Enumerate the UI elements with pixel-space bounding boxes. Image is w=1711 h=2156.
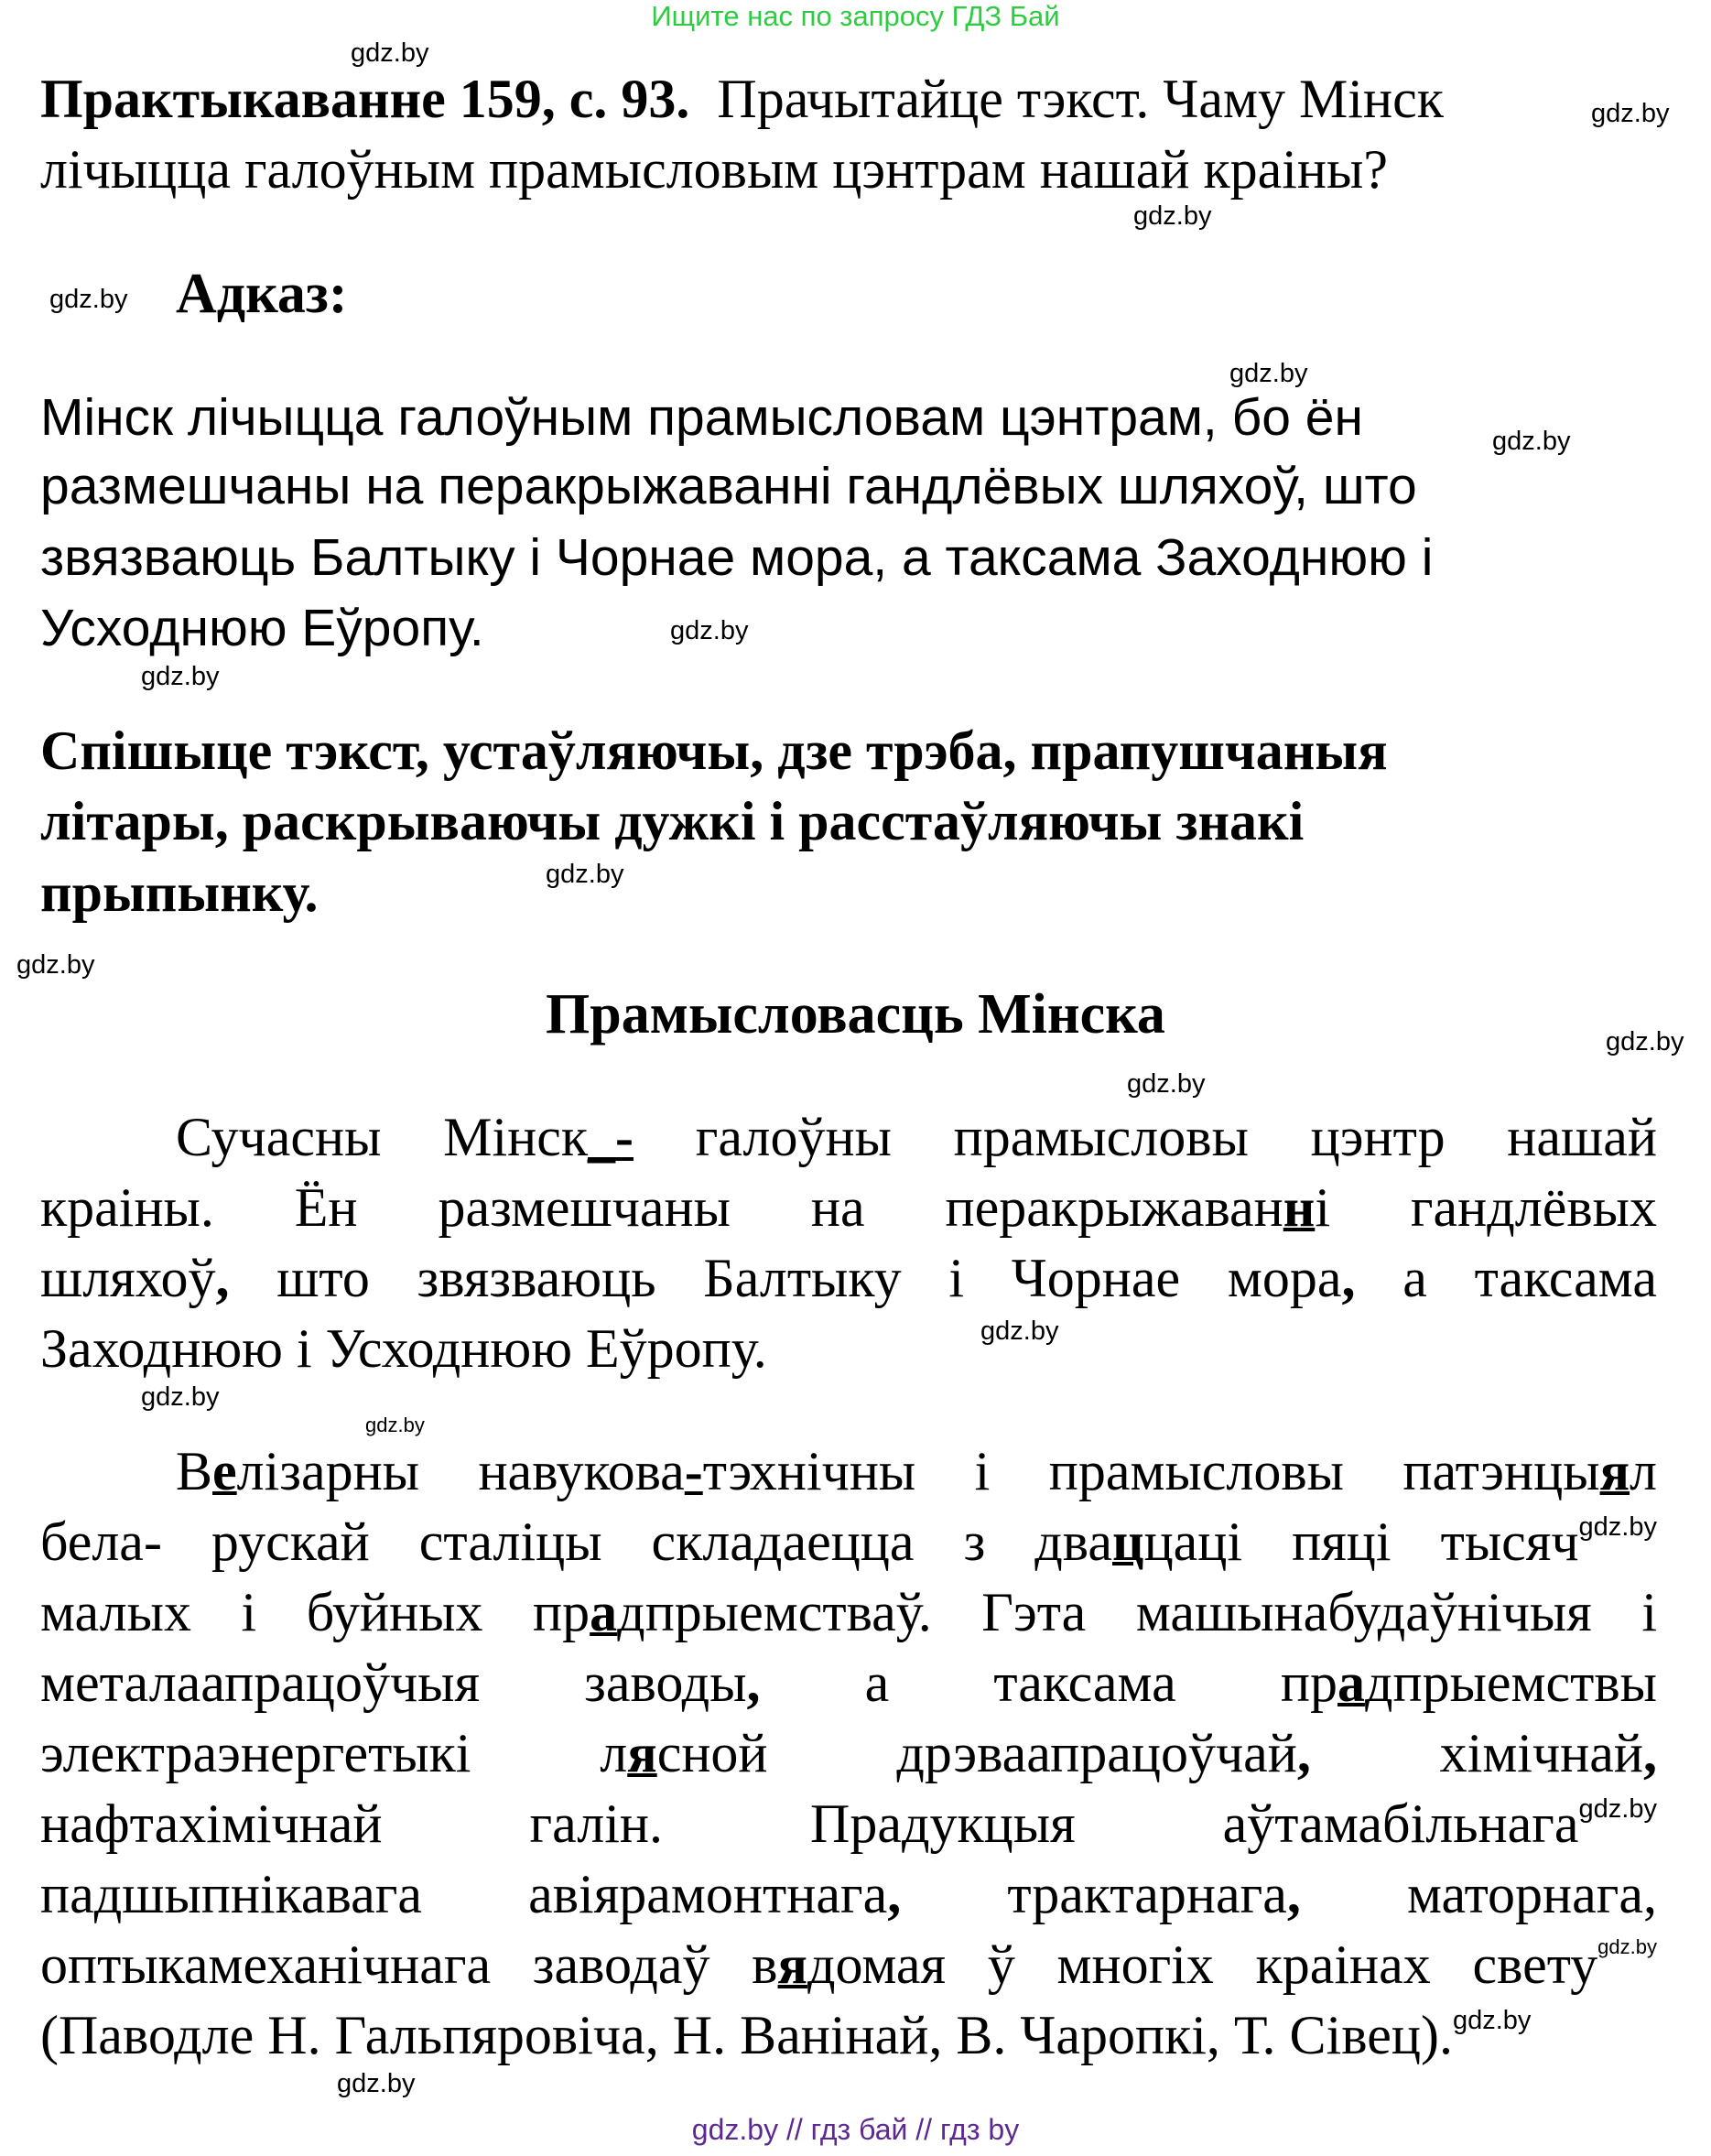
text-segment: тэхнічны і прамысловы патэнцы <box>702 1441 1600 1501</box>
text-segment: В <box>176 1441 213 1501</box>
watermark: gdz.by <box>1492 427 1571 456</box>
question-text-2: лічыцца галоўным прамысловым цэнтрам нашай краіны? <box>40 139 1388 200</box>
corrected-letter: е <box>212 1441 237 1501</box>
text-segment: малых і буйных пр <box>40 1582 590 1642</box>
corrected-letter: а <box>1337 1652 1365 1713</box>
corrected-letter: _- <box>588 1107 634 1167</box>
text-segment: падшыпнікавага авіярамонтнага <box>40 1864 888 1924</box>
text-line <box>176 1441 1657 1501</box>
exercise-question-line-1 <box>40 69 1657 129</box>
text-line <box>40 1652 1657 1713</box>
text-segment: трактарнага <box>901 1864 1287 1924</box>
corrected-letter: я <box>777 1934 807 1995</box>
watermark: gdz.by <box>1606 1027 1684 1056</box>
text-segment: хімічнай <box>1310 1723 1643 1783</box>
text-line <box>40 1511 1657 1572</box>
text-segment: і гандлёвых <box>1315 1177 1657 1238</box>
watermark: gdz.by <box>1127 1069 1206 1099</box>
watermark: gdz.by <box>670 616 749 645</box>
text-line <box>40 1177 1657 1238</box>
text-segment: оптыкамеханічнага заводаў в <box>40 1934 778 1995</box>
text-segment: краіны. Ён размешчаны на перакрыжаван <box>40 1177 1283 1238</box>
corrected-letter: , <box>746 1652 761 1713</box>
answer-heading: Адказ: <box>176 263 348 325</box>
corrected-letter: ц <box>1111 1511 1144 1572</box>
text-segment: электраэнергетыкі л <box>40 1723 628 1783</box>
watermark: gdz.by <box>1133 201 1212 231</box>
answer-line: звязваюць Балтыку і Чорнае мора, а таксама Заходнюю і <box>40 528 1434 587</box>
watermark: gdz.by <box>1597 1935 1657 1958</box>
text-segment: металаапрацоўчыя заводы <box>40 1652 747 1713</box>
text-segment: Сучасны Мінск <box>176 1107 589 1167</box>
text-line <box>40 1864 1658 1924</box>
corrected-letter: а <box>590 1582 618 1642</box>
watermark: gdz.by <box>1578 1512 1657 1542</box>
text-segment: домая ў многіх краінах свету <box>807 1934 1598 1995</box>
text-line <box>40 1793 1657 1854</box>
text-line <box>40 1248 1657 1308</box>
watermark: gdz.by <box>365 1414 425 1436</box>
corrected-letter: - <box>684 1441 703 1501</box>
text-segment: цаці пяці тысяч <box>1143 1511 1579 1572</box>
text-segment: л <box>1630 1441 1657 1501</box>
answer-line: Усходнюю Еўропу. <box>40 599 484 657</box>
text-segment: Заходнюю і Усходнюю Еўропу. <box>40 1318 767 1379</box>
watermark: gdz.by <box>1578 1794 1657 1824</box>
text-line <box>40 1723 1657 1783</box>
question-text-1: Прачытайце тэкст. Чаму Мінск <box>717 69 1444 129</box>
text-segment: нафтахімічнай галін. Прадукцыя аўтамабільнага <box>40 1793 1579 1854</box>
watermark: gdz.by <box>351 38 429 68</box>
answer-line: Мінск лічыцца галоўным прамысловам цэнтрам, бо ён <box>40 388 1363 447</box>
text-segment: сной дрэваапрацоўчай <box>656 1723 1297 1783</box>
task-line: Спішыце тэкст, устаўляючы, дзе трэба, прапушчаныя <box>40 720 1388 781</box>
text-segment: дпрыемствы <box>1364 1652 1657 1713</box>
watermark: gdz.by <box>337 2069 416 2098</box>
task-line: прыпынку. <box>40 862 319 923</box>
corrected-letter: я <box>1599 1441 1630 1501</box>
text-segment: галоўны прамысловы цэнтр нашай <box>634 1107 1657 1167</box>
corrected-letter: , <box>1286 1864 1301 1924</box>
text-segment: дпрыемстваў. Гэта машынабудаўнічыя і <box>617 1582 1657 1642</box>
watermark: gdz.by <box>49 285 128 314</box>
text-line <box>176 1107 1657 1167</box>
watermark: gdz.by <box>1229 359 1308 388</box>
text-segment: лізарны навукова <box>236 1441 685 1501</box>
watermark: gdz.by <box>980 1316 1059 1346</box>
corrected-letter: , <box>1643 1723 1657 1783</box>
footer-links[interactable]: gdz.by // гдз бай // гдз by <box>691 2113 1020 2146</box>
watermark: gdz.by <box>16 950 95 980</box>
text-segment: шляхоў <box>40 1248 216 1308</box>
task-line: літары, раскрываючы дужкі і расстаўляючы знакі <box>40 791 1305 851</box>
corrected-letter: н <box>1283 1177 1316 1238</box>
text-line <box>40 2005 1657 2065</box>
text-segment: а таксама <box>1355 1248 1657 1308</box>
search-banner[interactable]: Ищите нас по запросу ГДЗ Бай <box>651 0 1060 32</box>
text-line <box>40 1582 1657 1642</box>
watermark: gdz.by <box>546 860 624 889</box>
watermark: gdz.by <box>141 662 220 691</box>
text-segment: (Паводле Н. Гальпяровіча, Н. Ванінай, В. Чаропкі, Т. Сівец). <box>40 2005 1453 2065</box>
text-line <box>40 1934 1657 1995</box>
text-segment: а таксама пр <box>760 1652 1337 1713</box>
text-line <box>40 1318 1657 1379</box>
answer-line: размешчаны на перакрыжаванні гандлёвых шляхоў, што <box>40 457 1417 515</box>
exercise-label: Практыкаванне 159, с. 93. <box>40 69 690 129</box>
watermark: gdz.by <box>141 1382 220 1412</box>
corrected-letter: , <box>887 1864 902 1924</box>
watermark: gdz.by <box>1452 2006 1532 2035</box>
text-segment: бела- рускай сталіцы складаецца з два <box>40 1511 1112 1572</box>
watermark: gdz.by <box>1591 99 1670 128</box>
text-segment: маторнага, <box>1300 1864 1658 1924</box>
corrected-letter: , <box>1341 1248 1356 1308</box>
corrected-letter: , <box>1296 1723 1311 1783</box>
text-segment: што звязваюць Балтыку і Чорнае мора <box>229 1248 1342 1308</box>
corrected-letter: , <box>215 1248 230 1308</box>
corrected-letter: я <box>627 1723 657 1783</box>
text-title: Прамысловасць Мінска <box>546 983 1165 1045</box>
